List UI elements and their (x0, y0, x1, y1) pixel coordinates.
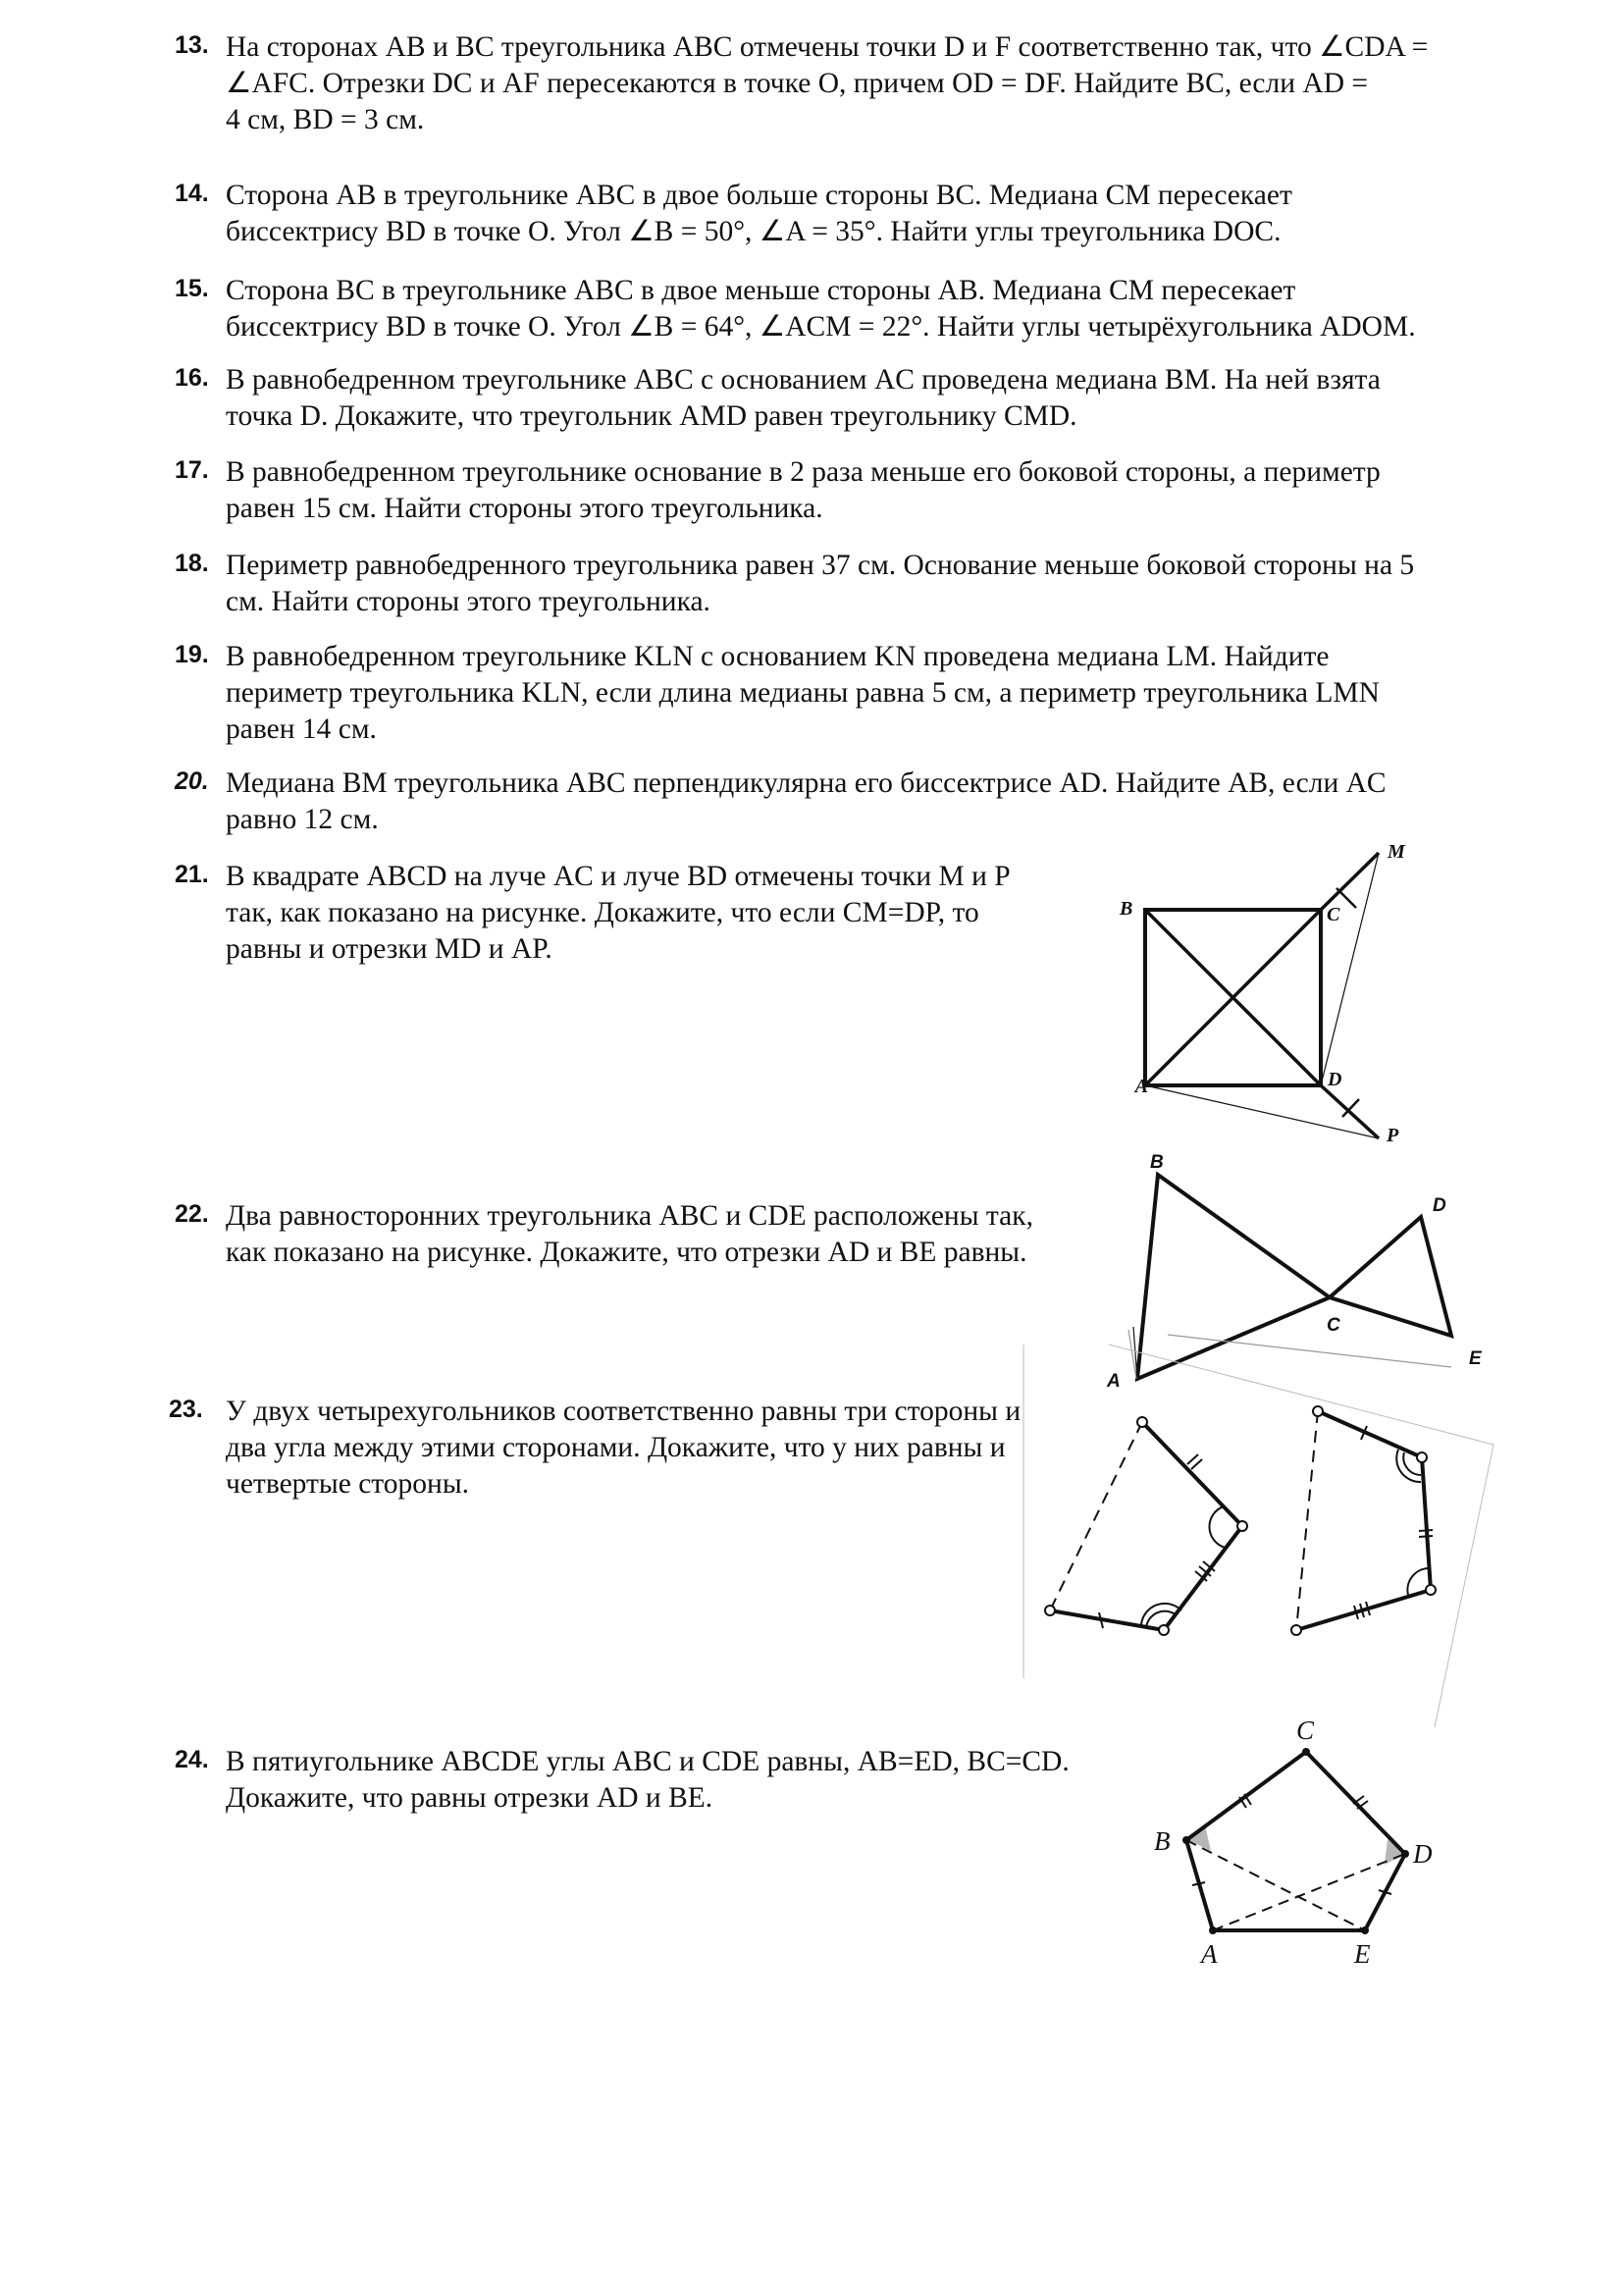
text-line: 4 см, BD = 3 см. (226, 104, 425, 135)
text-line: В равнобедренном треугольнике ABC с основанием AC проведена медиана BM. На ней взята (226, 364, 1381, 396)
text-line: точка D. Докажите, что треугольник AMD равен треугольнику CMD. (226, 400, 1077, 432)
problem-number: 19. (175, 641, 209, 668)
vertex-label-b: B (1150, 1152, 1164, 1173)
vertex-point (1209, 1926, 1217, 1934)
segment-be (1186, 1840, 1365, 1930)
vertex-label-b: B (1120, 898, 1133, 920)
text-line: Периметр равнобедренного треугольника равен 37 см. Основание меньше боковой стороны на 5 (226, 550, 1415, 581)
text-line: Медиана BM треугольника ABC перпендикулярна его биссектрисе AD. Найдите AB, если AC (226, 767, 1387, 799)
text-line: Докажите, что равны отрезки AD и BE. (226, 1782, 713, 1814)
text-line: равен 14 см. (226, 713, 377, 745)
vertex-label-e: E (1354, 1939, 1371, 1969)
vertex-label-d: D (1413, 1839, 1433, 1869)
text-line: равны и отрезки MD и AP. (226, 933, 552, 965)
text-line: биссектрису BD в точке O. Угол ∠B = 64°, ∠ACM = 22°. Найти углы четырёхугольника ADOM. (226, 311, 1416, 343)
vertex-label-m: M (1388, 841, 1405, 863)
problem-number: 20. (175, 767, 209, 795)
problem-number: 16. (175, 364, 209, 392)
pentagon-abcde (1186, 1752, 1405, 1930)
text-line: равен 15 см. Найти стороны этого треугольника. (226, 493, 823, 524)
problem-number: 17. (175, 456, 209, 484)
text-line: ∠AFC. Отрезки DC и AF пересекаются в точке O, причем OD = DF. Найдите BC, если AD = (226, 68, 1369, 99)
problem-number: 24. (175, 1746, 209, 1773)
text-line: два угла между этими сторонами. Докажите, что у них равны и (226, 1432, 1006, 1463)
text-line: На сторонах AB и BC треугольника ABC отмечены точки D и F соответственно так, что ∠CDA = (226, 31, 1429, 63)
text-line: так, как показано на рисунке. Докажите, что если CM=DP, то (226, 897, 979, 928)
problem-number: 22. (175, 1200, 209, 1228)
vertex-point (1401, 1850, 1409, 1858)
vertex-label-c: C (1296, 1715, 1315, 1745)
vertex-point (1361, 1926, 1369, 1934)
vertex-label-p: P (1387, 1125, 1399, 1146)
vertex-label-a: A (1107, 1371, 1121, 1392)
vertex-point (1182, 1836, 1190, 1844)
problem-number: 14. (175, 180, 209, 207)
text-line: периметр треугольника KLN, если длина медианы равна 5 см, а периметр треугольника LMN (226, 677, 1380, 709)
text-line: см. Найти стороны этого треугольника. (226, 586, 710, 617)
vertex-label-a: A (1134, 1076, 1148, 1097)
problem-number: 23. (169, 1396, 203, 1423)
text-line: Два равносторонних треугольника ABC и CDE расположены так, (226, 1200, 1033, 1232)
text-line: В равнобедренном треугольнике KLN с основанием KN проведена медиана LM. Найдите (226, 641, 1330, 672)
vertex-label-c: C (1327, 1315, 1340, 1336)
text-line: как показано на рисунке. Докажите, что отрезки AD и BE равны. (226, 1237, 1027, 1268)
text-line: Сторона BC в треугольнике ABC в двое меньше стороны AB. Медиана CM пересекает (226, 275, 1296, 306)
vertex-label-c: C (1327, 904, 1340, 925)
vertex-label-d: D (1433, 1195, 1446, 1216)
vertex-label-a: A (1201, 1939, 1218, 1969)
text-line: биссектрису BD в точке O. Угол ∠B = 50°, ∠A = 35°. Найти углы треугольника DOC. (226, 216, 1282, 247)
vertex-point (1302, 1748, 1310, 1756)
vertex-label-b: B (1154, 1826, 1171, 1856)
vertex-label-d: D (1328, 1069, 1342, 1090)
text-line: У двух четырехугольников соответственно равны три стороны и (226, 1396, 1022, 1427)
text-line: В пятиугольнике ABCDE углы ABC и CDE равны, AB=ED, BC=CD. (226, 1746, 1070, 1777)
problem-number: 15. (175, 275, 209, 302)
text-line: В квадрате ABCD на луче AC и луче BD отмечены точки M и P (226, 861, 1011, 892)
problem-number: 13. (175, 31, 209, 59)
vertex-label-e: E (1469, 1348, 1482, 1369)
text-line: В равнобедренном треугольнике основание в 2 раза меньше его боковой стороны, а периметр (226, 456, 1381, 488)
text-line: Сторона AB в треугольнике ABC в двое больше стороны BC. Медиана CM пересекает (226, 180, 1292, 211)
segment-ad (1213, 1854, 1405, 1930)
problem-number: 18. (175, 550, 209, 577)
text-line: равно 12 см. (226, 804, 379, 835)
problem-number: 21. (175, 861, 209, 888)
text-line: четвертые стороны. (226, 1468, 470, 1500)
